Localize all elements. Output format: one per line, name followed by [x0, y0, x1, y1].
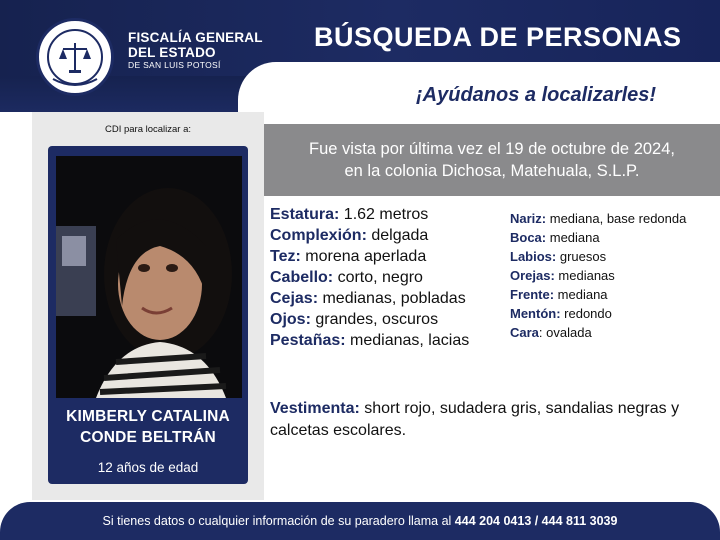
trait-row — [270, 246, 469, 267]
trait-label: Nariz: — [510, 211, 547, 226]
trait-value: mediana — [554, 287, 608, 302]
trait-row — [270, 309, 469, 330]
trait-label: Pestañas: — [270, 332, 346, 349]
trait-label: Tez: — [270, 248, 301, 265]
trait-row — [270, 204, 469, 225]
trait-value: medianas — [554, 268, 615, 283]
trait-value: redondo — [560, 306, 612, 321]
trait-label: Boca: — [510, 230, 547, 245]
trait-row — [270, 225, 469, 246]
trait-row — [510, 247, 700, 266]
trait-label: Orejas: — [510, 268, 555, 283]
trait-row — [510, 323, 700, 342]
org-name — [128, 30, 263, 71]
trait-label: Estatura: — [270, 206, 340, 223]
org-line2: DEL ESTADO — [128, 45, 216, 60]
trait-value: gruesos — [556, 249, 607, 264]
trait-row — [510, 304, 700, 323]
trait-label: Labios: — [510, 249, 557, 264]
trait-value: corto, negro — [333, 269, 423, 286]
last-seen-line1: Fue vista por última vez el 19 de octubre de 2024, — [309, 140, 675, 158]
last-seen-text — [264, 138, 720, 182]
trait-value: : ovalada — [538, 325, 592, 340]
person-age: 12 años de edad — [97, 460, 199, 475]
page-title: BÚSQUEDA DE PERSONAS — [314, 22, 682, 52]
clothing-description — [270, 398, 690, 442]
footer-phones[interactable]: 444 204 0413 / 444 811 3039 — [451, 514, 618, 528]
scales-icon — [39, 21, 111, 93]
trait-label: Mentón: — [510, 306, 561, 321]
trait-label: Cara — [510, 325, 539, 340]
missing-person-photo — [56, 156, 242, 398]
trait-row — [510, 209, 700, 228]
clothing-label: Vestimenta: — [270, 400, 360, 417]
trait-label: Frente: — [510, 287, 555, 302]
trait-label: Complexión: — [270, 227, 367, 244]
footer-lead: Si tienes datos o cualquier información de su paradero llama al — [102, 514, 452, 528]
trait-label: Cabello: — [270, 269, 334, 286]
person-name-line2: CONDE BELTRÁN — [80, 429, 216, 446]
clothing-value: short rojo, sudadera gris, sandalias negras y calcetas escolares. — [270, 400, 680, 439]
trait-value: morena aperlada — [300, 248, 427, 265]
fiscalia-seal-icon — [36, 18, 114, 96]
trait-row — [270, 267, 469, 288]
footer-contact — [0, 514, 720, 528]
trait-row — [270, 288, 469, 309]
last-seen-line2: en la colonia Dichosa, Matehuala, S.L.P. — [344, 162, 640, 180]
person-name-line1: KIMBERLY CATALINA — [66, 408, 230, 425]
cdi-label: CDI para localizar a: — [104, 124, 192, 135]
trait-value: mediana — [546, 230, 600, 245]
trait-value: 1.62 metros — [339, 206, 429, 223]
org-line3: DE SAN LUIS POTOSÍ — [128, 60, 221, 70]
trait-row — [510, 266, 700, 285]
trait-value: grandes, oscuros — [310, 311, 439, 328]
trait-label: Ojos: — [270, 311, 311, 328]
person-name — [48, 406, 248, 448]
trait-value: medianas, pobladas — [318, 290, 466, 307]
trait-value: mediana, base redonda — [546, 211, 687, 226]
trait-label: Cejas: — [270, 290, 319, 307]
physical-traits-left — [270, 204, 469, 351]
trait-value: medianas, lacias — [345, 332, 470, 349]
trait-row — [510, 285, 700, 304]
org-line1: FISCALÍA GENERAL — [128, 30, 263, 45]
physical-traits-right — [510, 209, 700, 342]
trait-value: delgada — [366, 227, 429, 244]
page-subtitle: ¡Ayúdanos a localizarles! — [416, 84, 657, 106]
trait-row — [270, 330, 469, 351]
trait-row — [510, 228, 700, 247]
